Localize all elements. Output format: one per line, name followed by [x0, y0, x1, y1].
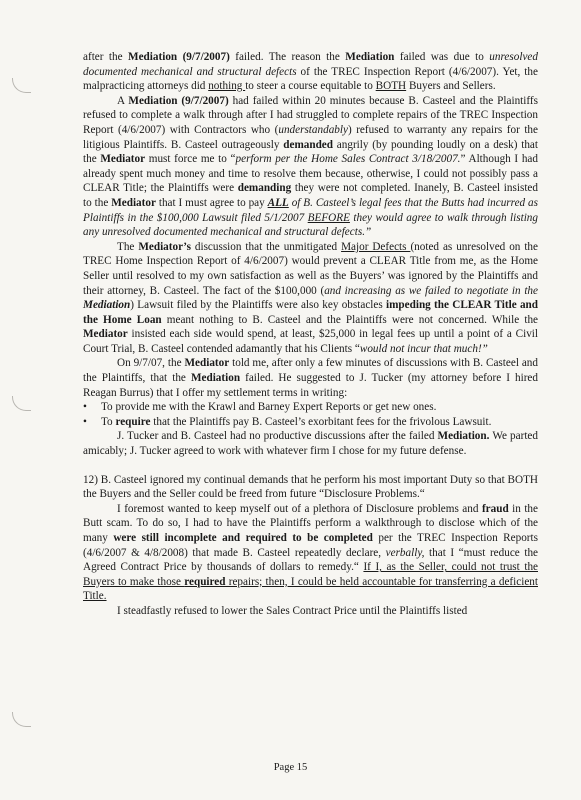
list-item: • To require that the Plaintiffs pay B. Casteel’s exorbitant fees for the frivolous Lawsuit. — [83, 415, 538, 430]
paragraph-7: I foremost wanted to keep myself out of a plethora of Disclosure problems and fraud in the Butt scam. To do so, I had to have the Plaintiffs perform a walkthrough to disclose which of the many were still incomplete and required to be completed per the TREC Inspection Reports (4/6/2007 & 4/8/2008) that made B. Casteel repeatedly declare, verbally, that I “must reduce the Agreed Contract Price by thousands of dollars to remedy.“ If I, as the Seller, could not trust the Buyers to make those required repairs; then, I could be held accountable for transferring a deficient Title. — [83, 502, 538, 603]
document-body — [83, 50, 538, 619]
page-number: Page 15 — [273, 762, 308, 773]
paragraph-1: after the Mediation (9/7/2007) failed. The reason the Mediation failed was due to unresolved documented mechanical and structural defects of the TREC Inspection Report (4/6/2007). Yet, the malpracticing attorneys did nothing to steer a course equitable to BOTH Buyers and Sellers. — [83, 51, 538, 93]
settlement-terms-list — [83, 400, 538, 429]
paragraph-2: A Mediation (9/7/2007) had failed within 20 minutes because B. Casteel and the Plaintiffs refused to complete a walk through after I had struggled to complete repairs of the TREC Inspection Report (4/6/2007) with Contractors who (understandably) refused to warranty any repairs for the litigious Plaintiffs. B. Casteel outrageously demanded angrily (by pounding loudly on a desk) that the Mediator must force me to “perform per the Home Sales Contract 3/18/2007.” Although I had already spent much money and time to resolve them because, otherwise, I could not possibly pass a CLEAR Title; the Plaintiffs were demanding they were not completed. Inanely, B. Casteel insisted to the Mediator that I must agree to pay ALL of B. Casteel’s legal fees that the Butts had incurred as Plaintiffs in the $100,000 Lawsuit filed 5/1/2007 BEFORE they would agree to walk through listing any unresolved documented mechanical and structural defects.” — [83, 94, 538, 239]
paragraph-3: The Mediator’s discussion that the unmitigated Major Defects (noted as unresolved on the TREC Home Inspection Report of 4/6/2007) would prevent a CLEAR Title from me, as the Home Seller until resolved to my own satisfaction as well as the Buyers’ was ignored by the Plaintiffs and their attorney, B. Casteel. The fact of the $100,000 (and increasing as we failed to negotiate in the Mediation) Lawsuit filed by the Plaintiffs were also key obstacles impeding the CLEAR Title and the Home Loan meant nothing to B. Casteel and the Plaintiffs were not concerned. While the Mediator insisted each side would spend, at least, $25,000 in legal fees up until a point of a Civil Court Trial, B. Casteel contended adamantly that his Clients “would not incur that much!” — [83, 240, 538, 355]
punch-hole-mark — [12, 396, 31, 411]
list-item: • To provide me with the Krawl and Barney Expert Reports or get new ones. — [83, 400, 538, 415]
paragraph-6: 12) B. Casteel ignored my continual demands that he perform his most important Duty so that BOTH the Buyers and the Seller could be freed from future “Disclosure Problems.“ — [83, 473, 538, 501]
paragraph-8: I steadfastly refused to lower the Sales Contract Price until the Plaintiffs listed — [117, 604, 468, 617]
punch-hole-mark — [12, 712, 31, 727]
punch-hole-mark — [12, 78, 31, 93]
paragraph-4: On 9/7/07, the Mediator told me, after only a few minutes of discussions with B. Casteel and the Plaintiffs, that the Mediation failed. He suggested to J. Tucker (my attorney before I hired Reagan Burrus) that I offer my settlement terms in writing: — [83, 357, 538, 399]
paragraph-5: J. Tucker and B. Casteel had no productive discussions after the failed Mediation. We parted amicably; J. Tucker agreed to work with whatever firm I chose for my future defense. — [83, 430, 538, 458]
